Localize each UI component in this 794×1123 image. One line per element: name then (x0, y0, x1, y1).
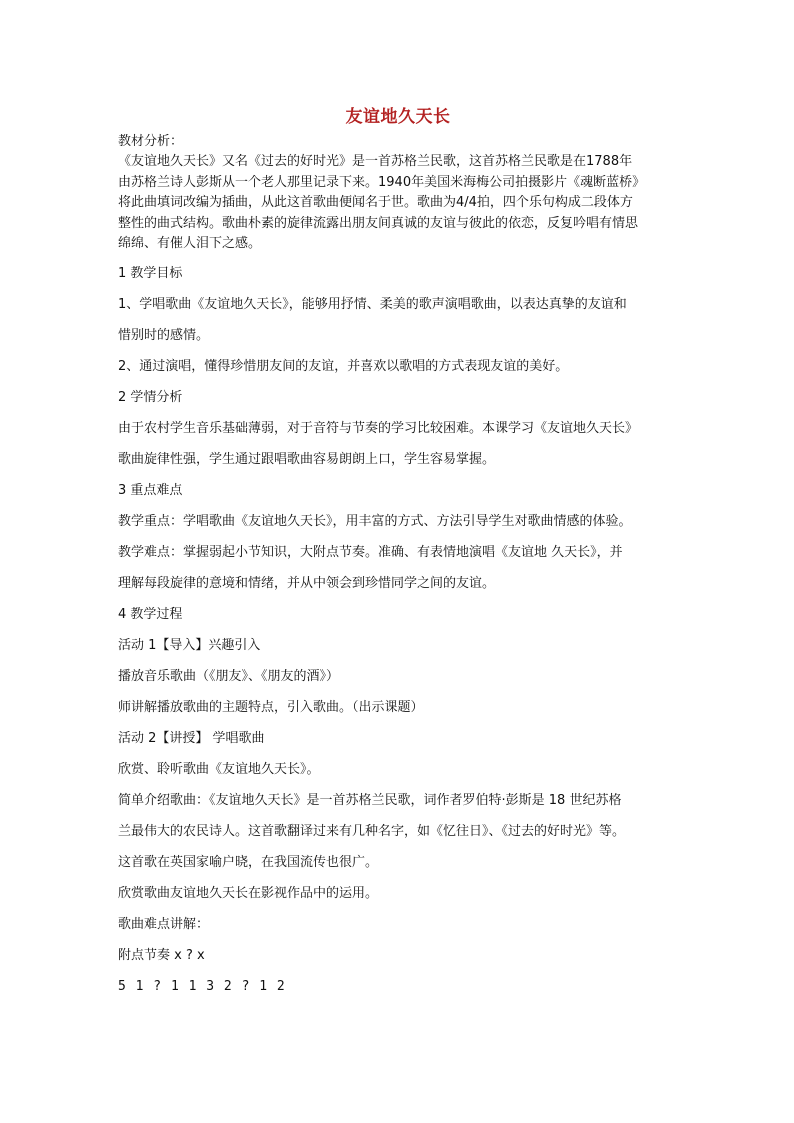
document-title: 友谊地久天长 (345, 107, 451, 127)
body-line: 教学重点：学唱歌曲《友谊地久天长》，用丰富的方式、方法引导学生对歌曲情感的体验。 (118, 514, 632, 530)
body-line: 惜别时的感情。 (118, 328, 210, 344)
section-heading-process: 4 教学过程 (118, 607, 183, 623)
notation-line: 5 1 ? 1 1 3 2 ? 1 2 (118, 979, 286, 995)
body-line: 播放音乐歌曲（《朋友》、《朋友的酒》） (118, 669, 340, 685)
intro-paragraph (118, 132, 678, 254)
body-line: 兰最伟大的农民诗人。这首歌翻译过来有几种名字，如《忆往日》、《过去的好时光》等。 (118, 824, 626, 840)
intro-line: 《友谊地久天长》又名《过去的好时光》是一首苏格兰民歌，这首苏格兰民歌是在1788年 (118, 154, 633, 170)
body-line: 1、学唱歌曲《友谊地久天长》，能够用抒情、柔美的歌声演唱歌曲，以表达真挚的友谊和 (118, 297, 627, 313)
section-heading-student-analysis: 2 学情分析 (118, 390, 183, 406)
body-line: 简单介绍歌曲：《友谊地久天长》是一首苏格兰民歌，词作者罗伯特·彭斯是 18 世纪苏格 (118, 793, 622, 809)
rhythm-line: 附点节奏 x ? x (118, 948, 205, 964)
activity-heading: 活动 2【讲授】 学唱歌曲 (118, 731, 265, 747)
body-line: 2、通过演唱，懂得珍惜朋友间的友谊，并喜欢以歌唱的方式表现友谊的美好。 (118, 359, 569, 375)
intro-line: 绵绵、有催人泪下之感。 (118, 236, 262, 252)
body-line: 歌曲难点讲解： (118, 917, 210, 933)
body-line: 师讲解播放歌曲的主题特点，引入歌曲。（出示课题） (118, 700, 424, 716)
body-line: 这首歌在英国家喻户晓，在我国流传也很广。 (118, 855, 379, 871)
activity-heading: 活动 1【导入】兴趣引入 (118, 638, 261, 654)
intro-line: 整性的曲式结构。歌曲朴素的旋律流露出朋友间真诚的友谊与彼此的依恋，反复吟唱有情思 (118, 215, 639, 231)
body-line: 由于农村学生音乐基础薄弱，对于音符与节奏的学习比较困难。本课学习《友谊地久天长》 (118, 421, 639, 437)
section-heading-objectives: 1 教学目标 (118, 266, 183, 282)
body-line: 欣赏歌曲友谊地久天长在影视作品中的运用。 (118, 886, 379, 902)
intro-line: 由苏格兰诗人彭斯从一个老人那里记录下来。1940年美国米海梅公司拍摄影片《魂断蓝桥》 (118, 174, 646, 190)
document-body (118, 258, 678, 1002)
body-line: 歌曲旋律性强，学生通过跟唱歌曲容易朗朗上口，学生容易掌握。 (118, 452, 496, 468)
document-content (118, 104, 678, 1002)
intro-line: 教材分析： (118, 134, 184, 149)
intro-line: 将此曲填词改编为插曲，从此这首歌曲便闻名于世。歌曲为4/4拍，四个乐句构成二段体方 (118, 195, 633, 211)
body-line: 欣赏、聆听歌曲《友谊地久天长》。 (118, 762, 320, 778)
body-line: 教学难点：掌握弱起小节知识，大附点节奏。准确、有表情地演唱《友谊地 久天长》，并 (118, 545, 623, 561)
body-line: 理解每段旋律的意境和情绪，并从中领会到珍惜同学之间的友谊。 (118, 576, 496, 592)
section-heading-key-points: 3 重点难点 (118, 483, 183, 499)
